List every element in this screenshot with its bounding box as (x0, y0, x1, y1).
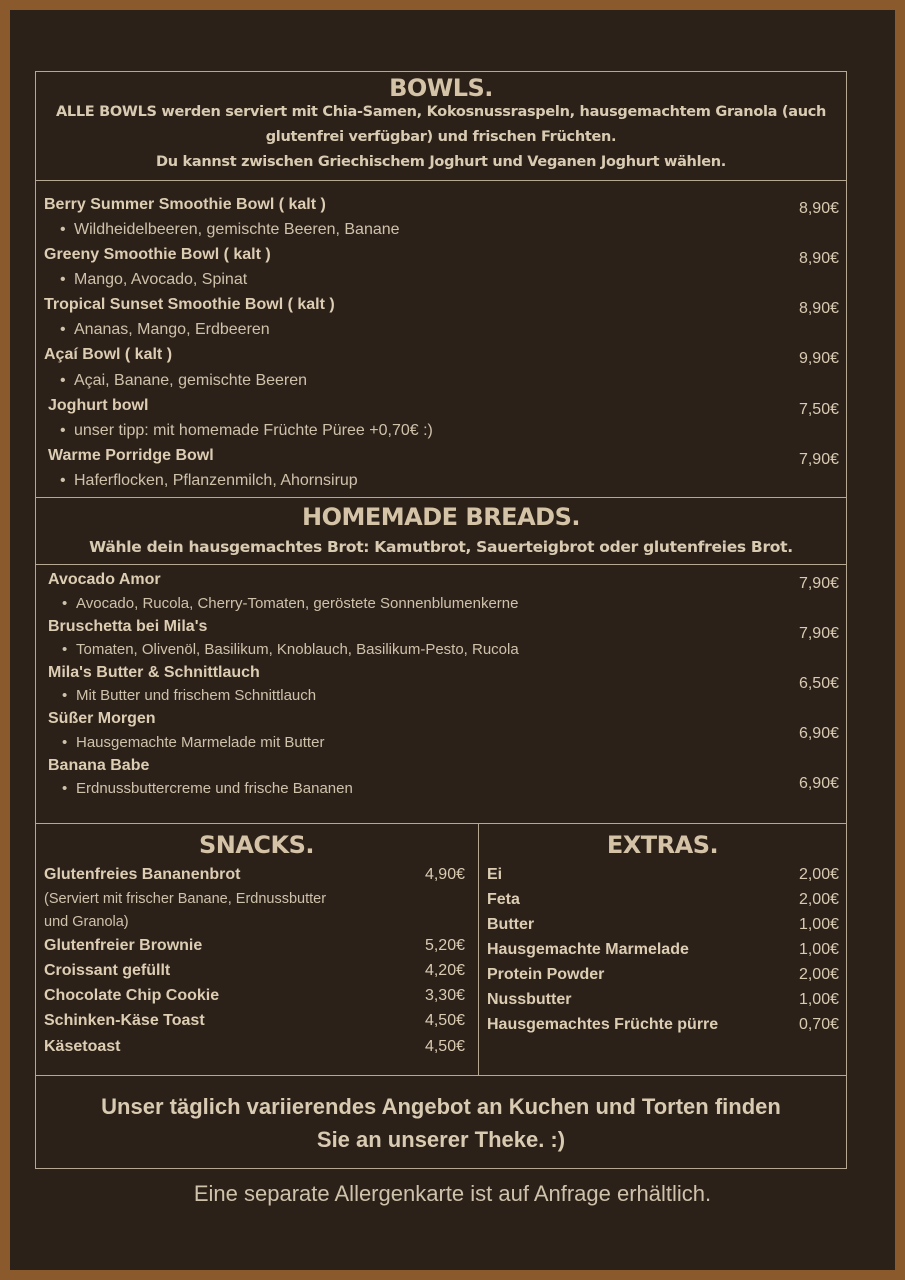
bowls-intro-line-2: glutenfrei verfügbar) und frischen Früchten. (265, 129, 617, 145)
extra-item-name: Ei (487, 866, 503, 883)
bread-item-name: Süßer Morgen (48, 710, 156, 727)
bowl-item-name: Berry Summer Smoothie Bowl ( kalt ) (44, 196, 326, 213)
snack-item-name: Glutenfreier Brownie (44, 937, 203, 954)
extra-item-name: Feta (487, 891, 520, 908)
bread-item-price: 6,50€ (798, 675, 839, 692)
snack-item-price: 4,50€ (424, 1038, 465, 1055)
bread-item-desc: • Erdnussbuttercreme und frische Bananen (62, 780, 353, 797)
bowl-item-name: Açaí Bowl ( kalt ) (44, 346, 173, 363)
bowl-item-desc: • Wildheidelbeeren, gemischte Beeren, Banane (60, 221, 400, 238)
cake-notice-line-2: Sie an unserer Theke. :) (316, 1127, 566, 1152)
bread-item-name: Avocado Amor (48, 571, 161, 588)
bread-item-price: 6,90€ (798, 725, 839, 742)
breads-section (35, 497, 847, 824)
bowl-item-price: 8,90€ (798, 200, 839, 217)
extra-item-price: 0,70€ (798, 1016, 839, 1033)
bread-item-desc: • Mit Butter und frischem Schnittlauch (62, 687, 317, 704)
bowls-intro-line-1: ALLE BOWLS werden serviert mit Chia-Samen, Kokosnussraspeln, hausgemachtem Granola (auch (55, 104, 827, 120)
bread-item-desc: • Avocado, Rucola, Cherry-Tomaten, geröstete Sonnenblumenkerne (62, 595, 519, 612)
bread-item-price: 6,90€ (798, 775, 839, 792)
bowl-item-desc: • Haferflocken, Pflanzenmilch, Ahornsirup (60, 472, 358, 489)
bowls-intro-line-3: Du kannst zwischen Griechischem Joghurt und Veganen Joghurt wählen. (155, 154, 727, 170)
bowl-item-desc: • Ananas, Mango, Erdbeeren (60, 321, 270, 338)
snack-item-name: Schinken-Käse Toast (44, 1012, 205, 1029)
extras-title: EXTRAS. (606, 831, 719, 859)
bowl-item-price: 7,50€ (798, 401, 839, 418)
extra-item-price: 1,00€ (798, 916, 839, 933)
extra-item-name: Hausgemachte Marmelade (487, 941, 689, 958)
breads-intro: Wähle dein hausgemachtes Brot: Kamutbrot, Sauerteigbrot oder glutenfreies Brot. (89, 538, 793, 556)
extra-item-price: 1,00€ (798, 941, 839, 958)
extra-item-price: 2,00€ (798, 866, 839, 883)
extra-item-name: Hausgemachtes Früchte pürre (487, 1016, 719, 1033)
bowl-item-name: Greeny Smoothie Bowl ( kalt ) (44, 246, 271, 263)
breads-divider (35, 564, 847, 565)
cake-notice-line-1: Unser täglich variierendes Angebot an Kuchen und Torten finden (101, 1094, 781, 1119)
breads-title: HOMEMADE BREADS. (302, 503, 580, 531)
extra-item-name: Nussbutter (487, 991, 572, 1008)
snack-item-price: 3,30€ (424, 987, 465, 1004)
snack-item-name: Glutenfreies Bananenbrot (44, 866, 241, 883)
snack-item-price: 4,90€ (424, 866, 465, 883)
snack-item-price: 5,20€ (424, 937, 465, 954)
extra-item-price: 2,00€ (798, 891, 839, 908)
bowl-item-desc: • Mango, Avocado, Spinat (60, 271, 248, 288)
extra-item-name: Butter (487, 916, 535, 933)
bread-item-price: 7,90€ (798, 575, 839, 592)
snack-item-name: Käsetoast (44, 1038, 121, 1055)
bowl-item-name: Tropical Sunset Smoothie Bowl ( kalt ) (44, 296, 335, 313)
bowl-item-desc: • Açai, Banane, gemischte Beeren (60, 372, 308, 389)
bowl-item-price: 8,90€ (798, 250, 839, 267)
allergen-note: Eine separate Allergenkarte ist auf Anfrage erhältlich. (193, 1181, 712, 1206)
bread-item-desc: • Tomaten, Olivenöl, Basilikum, Knoblauch, Basilikum-Pesto, Rucola (62, 641, 519, 658)
bread-item-name: Mila's Butter & Schnittlauch (48, 664, 260, 681)
bread-item-name: Bruschetta bei Mila's (48, 618, 208, 635)
snack-item-price: 4,50€ (424, 1012, 465, 1029)
bowls-title: BOWLS. (389, 74, 493, 102)
cake-notice-box (35, 1075, 847, 1169)
snacks-extras-divider (478, 823, 479, 1076)
snack-item-price: 4,20€ (424, 962, 465, 979)
extra-item-price: 2,00€ (798, 966, 839, 983)
bowl-item-desc: • unser tipp: mit homemade Früchte Püree +0,70€ :) (60, 422, 433, 439)
snack-item-name: Croissant gefüllt (44, 962, 171, 979)
bowl-item-name: Warme Porridge Bowl (48, 447, 214, 464)
bread-item-name: Banana Babe (48, 757, 150, 774)
snack-item-name: Chocolate Chip Cookie (44, 987, 220, 1004)
bread-item-price: 7,90€ (798, 625, 839, 642)
bowl-item-price: 8,90€ (798, 300, 839, 317)
extra-item-name: Protein Powder (487, 966, 605, 983)
snacks-title: SNACKS. (198, 831, 315, 859)
bowl-item-price: 9,90€ (798, 350, 839, 367)
bread-item-desc: • Hausgemachte Marmelade mit Butter (62, 734, 325, 751)
extra-item-price: 1,00€ (798, 991, 839, 1008)
bowl-item-name: Joghurt bowl (48, 397, 149, 414)
bowls-divider (35, 180, 847, 181)
snack-item-note: (Serviert mit frischer Banane, Erdnussbutter und Granola) (44, 891, 327, 930)
bowl-item-price: 7,90€ (798, 451, 839, 468)
